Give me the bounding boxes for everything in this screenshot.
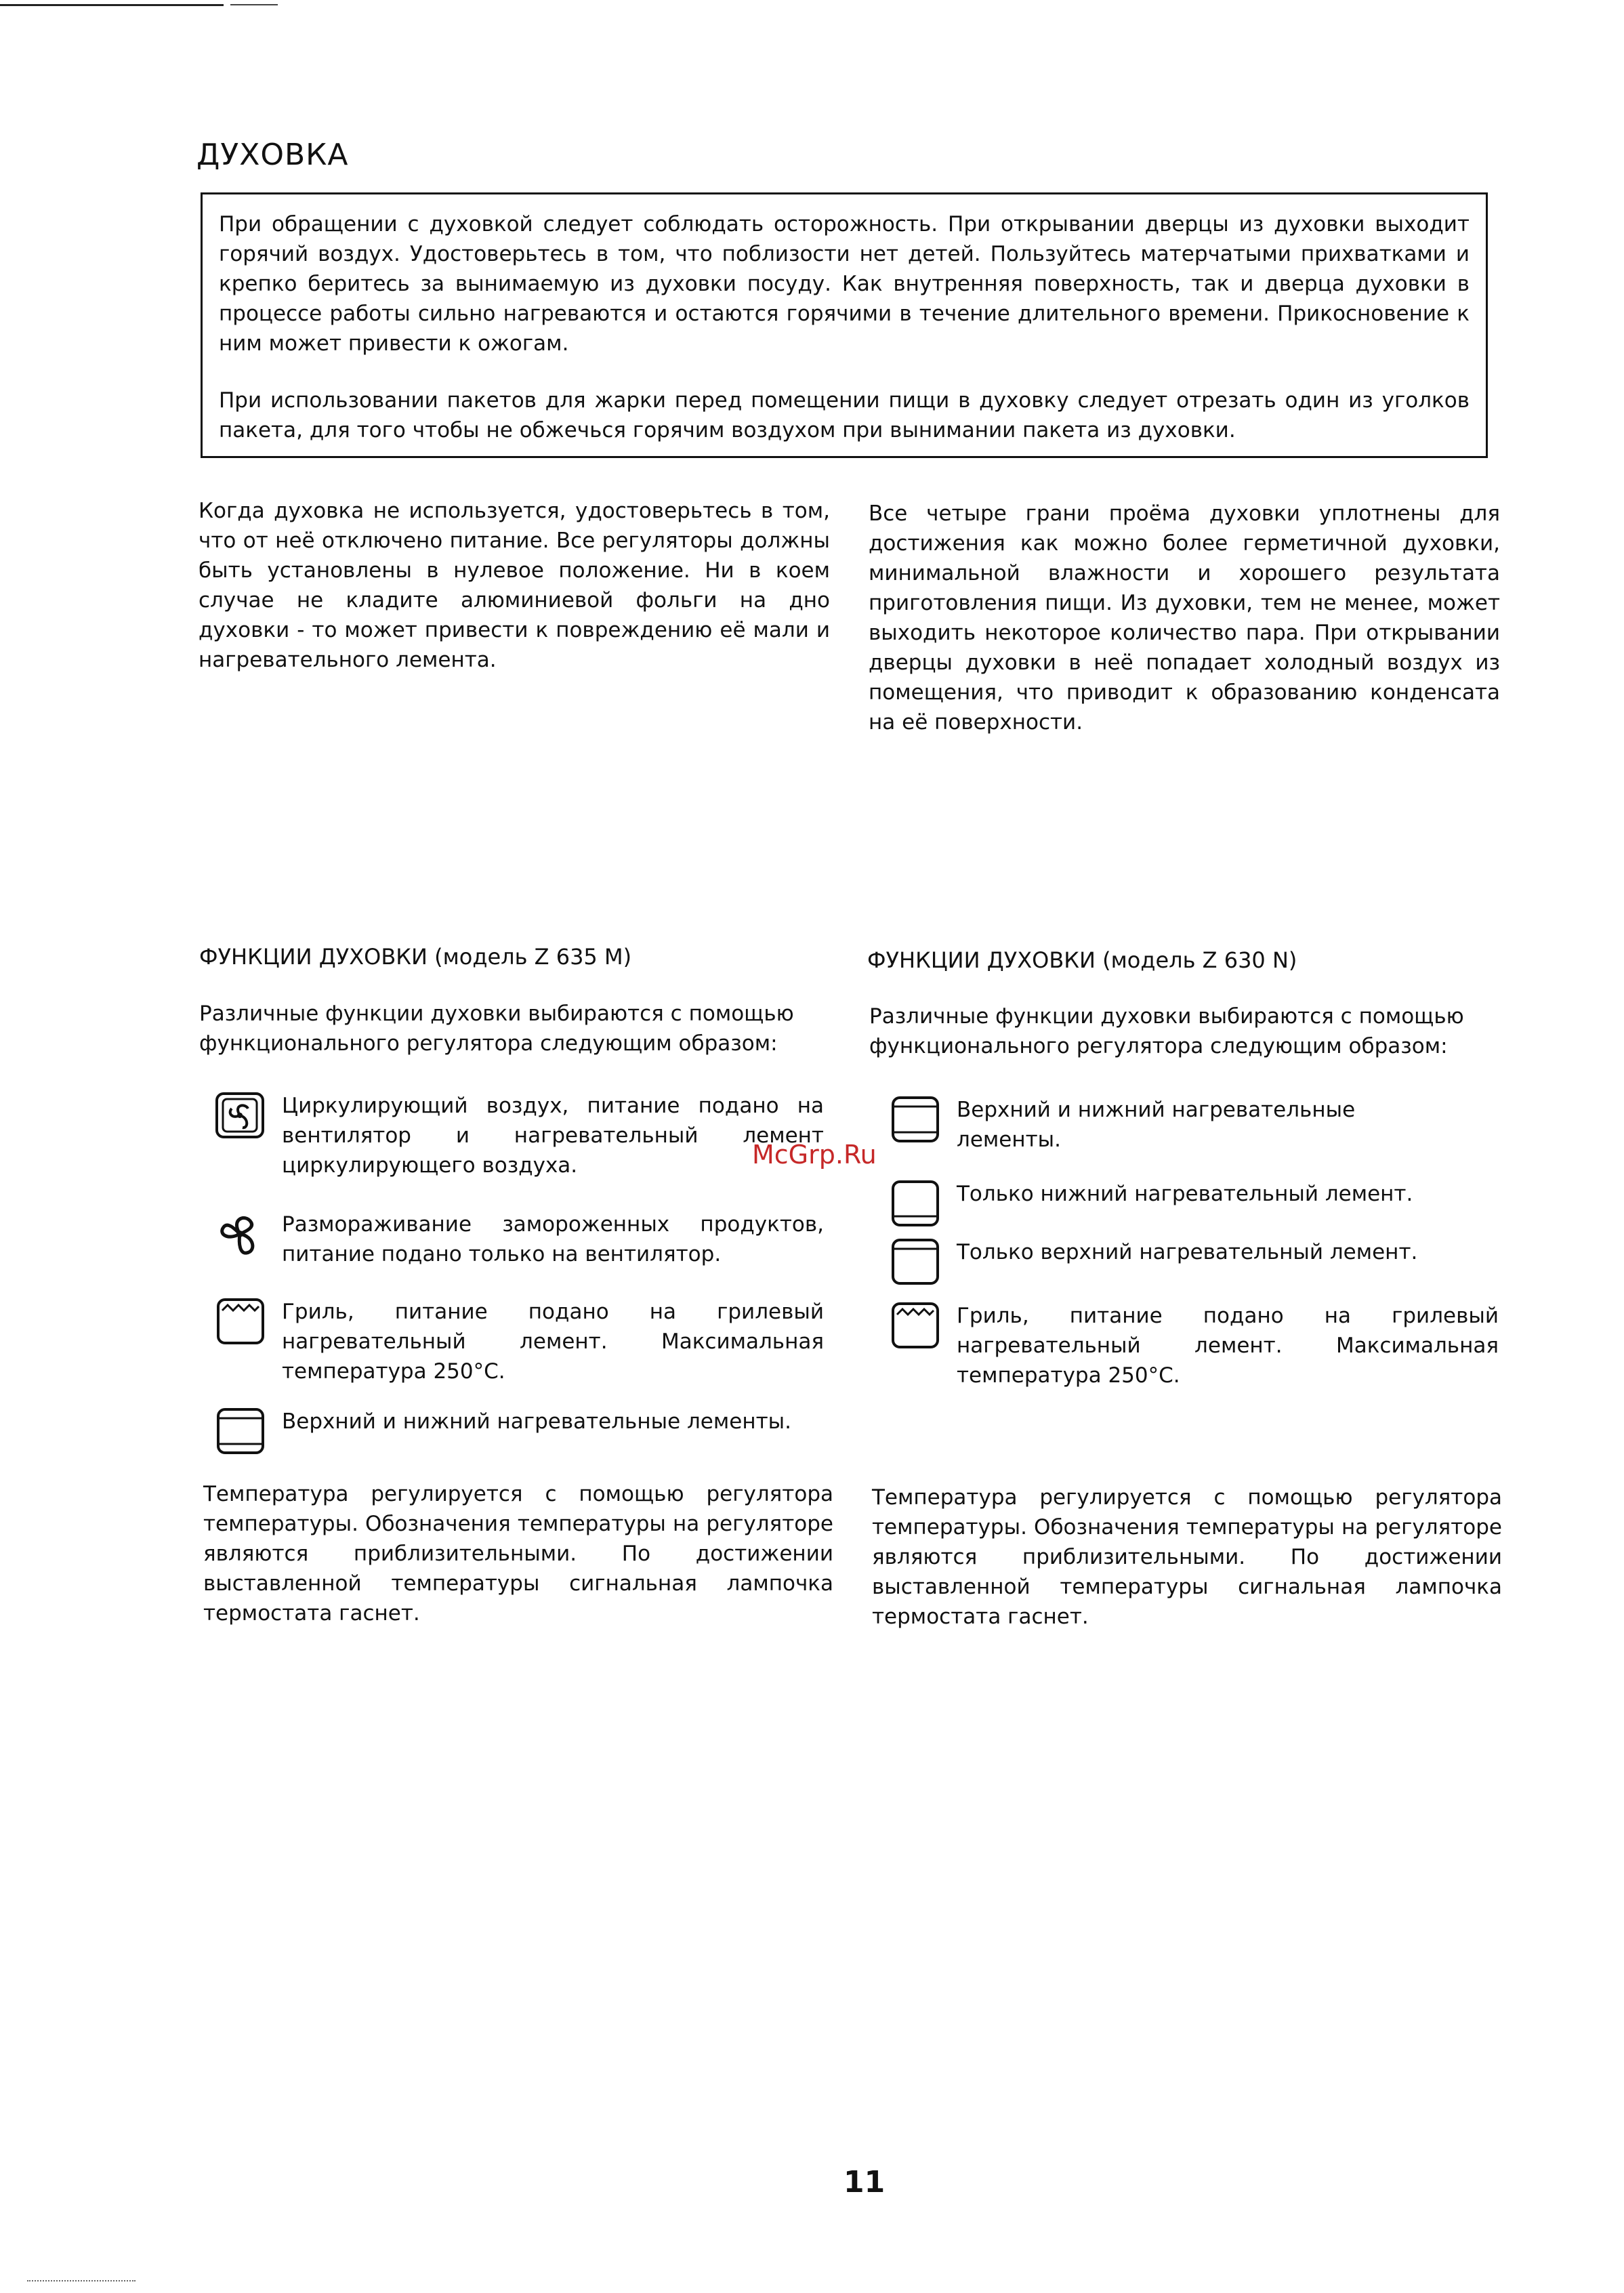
general-right-text: Все четыре грани проёма духовки уплотнены для достижения как можно более герметичной духовки, минимальной влажности и хорошего результата приготовления пищи. Из духовки, тем не менее, может выходить некоторое количество пара. При открывании дверцы духовки в неё попадает холодный воздух из помещения, что приводит к образованию конденсата на её поверхности. (869, 501, 1500, 735)
function-item (213, 1407, 836, 1455)
function-text: Только нижний нагревательный лемент. (957, 1182, 1413, 1206)
fan-icon (213, 1210, 268, 1258)
temperature-note-text: Температура регулируется с помощью регулятора температуры. Обозначения температуры на регуляторе являются приблизительными. По достижении выставленной температуры сигнальная лампочка термостата гаснет. (872, 1485, 1502, 1629)
function-text: Гриль, питание подано на грилевый нагревательный лемент. Максимальная температура 250°С. (957, 1304, 1499, 1388)
grill-icon (888, 1301, 943, 1350)
top-heat-icon (888, 1237, 943, 1286)
general-right-column (869, 499, 1500, 737)
function-text: Верхний и нижний нагревательные лементы. (282, 1409, 791, 1434)
warning-paragraph-1: При обращении с духовкой следует соблюдать осторожность. При открывании дверцы из духовки выходит горячий воздух. Удостоверьтесь в том, что поблизости нет детей. Пользуйтесь матерчатыми прихватками и крепко беритесь за вынимаемую из духовки посуду. Как внутренняя поверхность, так и дверца духовки в процессе работы сильно нагреваются и остаются горячими в течение длительного времени. Прикосновение к ним может привести к ожогам. (219, 212, 1470, 356)
model-right-title: ФУНКЦИИ ДУХОВКИ (модель Z 630 N) (867, 947, 1297, 973)
function-text: Гриль, питание подано на грилевый нагревательный лемент. Максимальная температура 250°С. (282, 1300, 824, 1384)
function-item (213, 1091, 836, 1180)
warning-box (201, 192, 1488, 458)
function-text: Только верхний нагревательный лемент. (957, 1240, 1418, 1264)
page-number: 11 (844, 2165, 886, 2199)
page-heading: ДУХОВКА (196, 138, 349, 172)
fan-with-ring-heater-icon (213, 1091, 268, 1140)
function-item (888, 1095, 1511, 1155)
top-rule-fragment (230, 4, 278, 5)
function-item (213, 1210, 836, 1269)
function-item (888, 1301, 1511, 1390)
function-item (888, 1179, 1511, 1228)
grill-icon (213, 1297, 268, 1346)
model-right-intro: Различные функции духовки выбираются с помощью функционального регулятора следующим образом: (869, 1004, 1464, 1058)
temperature-note-text: Температура регулируется с помощью регулятора температуры. Обозначения температуры на регуляторе являются приблизительными. По достижении выставленной температуры сигнальная лампочка термостата гаснет. (203, 1482, 833, 1626)
function-text: Циркулирующий воздух, питание подано на вентилятор и нагревательный лемент циркулирующего воздуха. (282, 1094, 824, 1178)
bottom-heat-icon (888, 1179, 943, 1228)
temperature-note-right (872, 1483, 1502, 1632)
top-rule (0, 4, 224, 6)
general-left-column (199, 496, 830, 675)
top-bottom-heat-icon (213, 1407, 268, 1455)
general-left-text: Когда духовка не используется, удостоверьтесь в том, что от неё отключено питание. Все регуляторы должны быть установлены в нулевое положение. Ни в коем случае не кладите алюминиевой фольги на дно духовки - то может привести к повреждению её мали и нагревательного лемента. (199, 499, 830, 672)
function-text: Верхний и нижний нагревательные лементы. (957, 1098, 1356, 1152)
model-left-intro: Различные функции духовки выбираются с помощью функционального регулятора следующим образом: (199, 1001, 794, 1056)
temperature-note-left (203, 1479, 833, 1628)
model-left-title: ФУНКЦИИ ДУХОВКИ (модель Z 635 M) (199, 944, 632, 970)
warning-paragraph-2: При использовании пакетов для жарки перед помещении пищи в духовку следует отрезать один из уголков пакета, для того чтобы не обжечься горячим воздухом при вынимании пакета из духовки. (219, 388, 1470, 442)
function-item (888, 1237, 1511, 1286)
function-text: Размораживание замороженных продуктов, питание подано только на вентилятор. (282, 1212, 824, 1266)
top-bottom-heat-icon (888, 1095, 943, 1144)
scan-dots (27, 2280, 136, 2283)
watermark: McGrp.Ru (752, 1140, 877, 1170)
function-item (213, 1297, 836, 1386)
